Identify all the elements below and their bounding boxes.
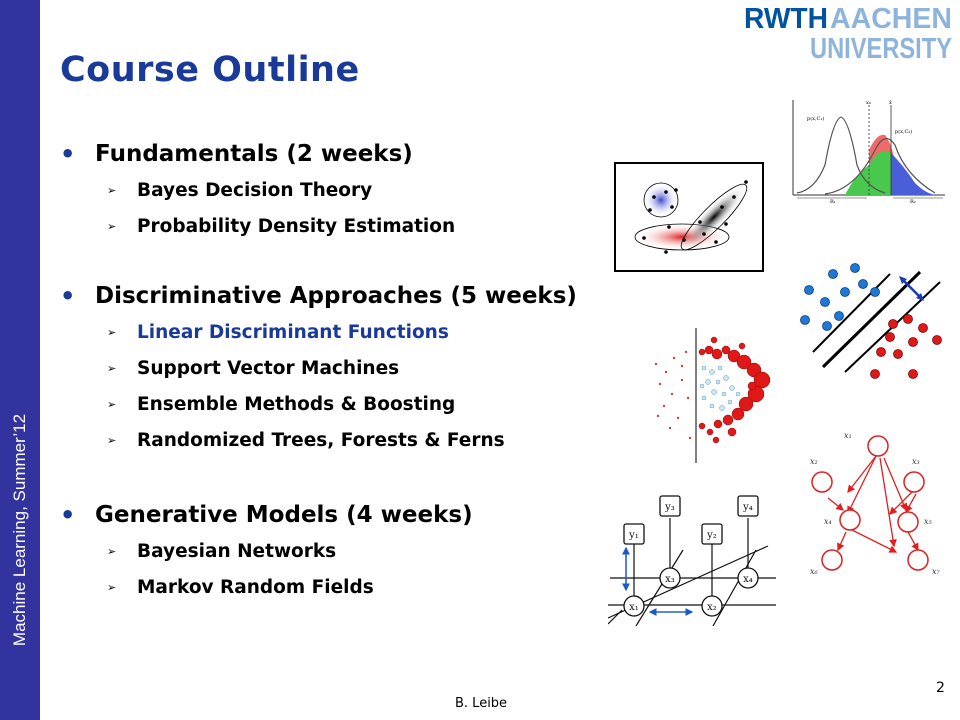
arrow-bullet-icon: ➢	[107, 581, 117, 594]
bayesian-network-figure	[808, 428, 958, 583]
bayes-label: p(x,C₂)	[895, 129, 913, 135]
mrf-label: x₃	[665, 574, 675, 585]
mrf-label: y₂	[707, 530, 717, 541]
mrf-label: y₃	[665, 502, 675, 513]
logo-university: UNIVERSITY	[810, 33, 952, 62]
topic-item: ➢ Ensemble Methods & Boosting	[60, 387, 577, 423]
page-number: 2	[936, 680, 945, 696]
bayes-decision-figure	[785, 95, 950, 210]
topic-item: ➢ Markov Random Fields	[60, 570, 473, 606]
section-heading: • Generative Models (4 weeks)	[60, 500, 473, 530]
bayes-label: R₂	[910, 199, 916, 205]
sidebar	[0, 0, 40, 720]
sidebar-course-label: Machine Learning, Summer’12	[10, 413, 29, 647]
section-heading: • Fundamentals (2 weeks)	[60, 139, 455, 169]
topic-item: ➢ Bayes Decision Theory	[60, 173, 455, 209]
svm-figure	[795, 262, 945, 382]
arrow-bullet-icon: ➢	[107, 362, 117, 375]
bn-label: x₃	[912, 457, 920, 466]
bn-label: x₂	[810, 457, 818, 466]
logo-rwth: RWTH	[744, 3, 828, 35]
bn-label: x₆	[810, 567, 818, 576]
section-discriminative	[60, 281, 577, 459]
logo-aachen: AACHEN	[830, 3, 952, 35]
arrow-bullet-icon: ➢	[107, 545, 117, 558]
density-estimation-figure	[614, 162, 764, 272]
arrow-bullet-icon: ➢	[107, 184, 117, 197]
mrf-label: y₁	[629, 530, 639, 541]
bn-label: x₇	[932, 567, 940, 576]
bayes-label: R₁	[830, 199, 836, 205]
bn-label: x₄	[824, 517, 832, 526]
bn-label: x₁	[844, 431, 852, 440]
boosting-figure	[652, 328, 777, 463]
bayes-label: p(x,C₁)	[807, 116, 825, 122]
topic-item: ➢ Probability Density Estimation	[60, 209, 455, 245]
markov-random-field-figure	[608, 490, 776, 626]
bayes-label: x̂	[889, 100, 892, 106]
topic-item: ➢ Bayesian Networks	[60, 534, 473, 570]
slide-title: Course Outline	[60, 50, 360, 90]
arrow-bullet-icon: ➢	[107, 220, 117, 233]
bayes-label: x₀	[866, 100, 871, 106]
bn-label: x₅	[924, 517, 932, 526]
mrf-label: x₁	[629, 602, 639, 613]
topic-item-highlighted: ➢ Linear Discriminant Functions	[60, 315, 577, 351]
arrow-bullet-icon: ➢	[107, 434, 117, 447]
arrow-bullet-icon: ➢	[107, 398, 117, 411]
section-heading: • Discriminative Approaches (5 weeks)	[60, 281, 577, 311]
mrf-label: x₂	[707, 602, 717, 613]
mrf-label: x₄	[743, 574, 753, 585]
section-fundamentals	[60, 139, 455, 245]
topic-item: ➢ Support Vector Machines	[60, 351, 577, 387]
rwth-logo	[742, 2, 956, 62]
arrow-bullet-icon: ➢	[107, 326, 117, 339]
section-generative	[60, 500, 473, 606]
mrf-label: y₄	[743, 502, 753, 513]
topic-item: ➢ Randomized Trees, Forests & Ferns	[60, 423, 577, 459]
footer-author: B. Leibe	[455, 696, 508, 711]
